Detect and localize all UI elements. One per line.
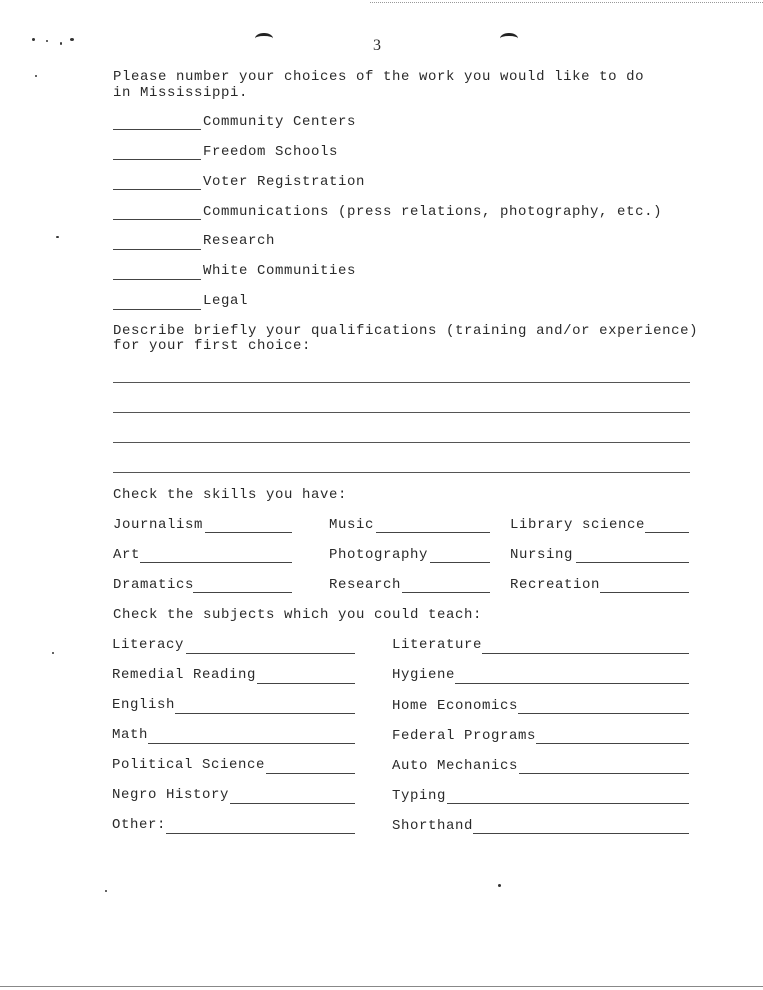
speck bbox=[60, 42, 62, 45]
subject-check-blank[interactable] bbox=[447, 803, 689, 804]
subject-check-blank[interactable] bbox=[473, 833, 689, 834]
subject-label: Auto Mechanics bbox=[392, 758, 519, 774]
subject-check-blank[interactable] bbox=[186, 653, 355, 654]
subject-label: Shorthand bbox=[392, 818, 474, 834]
skill-check-blank[interactable] bbox=[376, 532, 490, 533]
skills-heading: Check the skills you have: bbox=[113, 487, 348, 503]
skill-check-blank[interactable] bbox=[402, 592, 490, 593]
skill-label: Dramatics bbox=[113, 577, 195, 593]
work-choice-label: Community Centers bbox=[203, 114, 357, 130]
skill-check-blank[interactable] bbox=[205, 532, 292, 533]
qualifications-answer-line[interactable] bbox=[113, 472, 690, 473]
subject-check-blank[interactable] bbox=[482, 653, 689, 654]
subject-check-blank[interactable] bbox=[519, 773, 689, 774]
subject-label: Hygiene bbox=[392, 667, 456, 683]
speck bbox=[46, 40, 48, 42]
skill-label: Art bbox=[113, 547, 141, 563]
skill-check-blank[interactable] bbox=[140, 562, 292, 563]
speck bbox=[105, 890, 107, 892]
speck bbox=[52, 652, 54, 654]
skill-check-blank[interactable] bbox=[600, 592, 689, 593]
intro-line-2: in Mississippi. bbox=[113, 85, 249, 101]
subjects-heading: Check the subjects which you could teach: bbox=[113, 607, 483, 623]
subject-check-blank[interactable] bbox=[166, 833, 355, 834]
work-choice-label: Communications (press relations, photography, etc.) bbox=[203, 204, 663, 220]
choice-rank-blank[interactable] bbox=[113, 219, 201, 220]
skill-check-blank[interactable] bbox=[576, 562, 689, 563]
binder-hole-left bbox=[255, 33, 273, 44]
speck bbox=[70, 38, 74, 41]
subject-check-blank[interactable] bbox=[230, 803, 355, 804]
choice-rank-blank[interactable] bbox=[113, 129, 201, 130]
subject-check-blank[interactable] bbox=[175, 713, 355, 714]
subject-check-blank[interactable] bbox=[536, 743, 689, 744]
work-choice-label: Research bbox=[203, 233, 276, 249]
work-choice-label: Voter Registration bbox=[203, 174, 366, 190]
binder-hole-right bbox=[500, 33, 518, 44]
top-edge bbox=[370, 2, 763, 3]
subject-label: Remedial Reading bbox=[112, 667, 257, 683]
qualifications-answer-line[interactable] bbox=[113, 442, 690, 443]
subject-label: Math bbox=[112, 727, 149, 743]
work-choice-label: Freedom Schools bbox=[203, 144, 339, 160]
subject-label: Other: bbox=[112, 817, 167, 833]
subject-check-blank[interactable] bbox=[257, 683, 355, 684]
page-number: 3 bbox=[373, 37, 381, 54]
intro-line-1: Please number your choices of the work you would like to do bbox=[113, 69, 645, 85]
subject-check-blank[interactable] bbox=[266, 773, 355, 774]
skill-label: Photography bbox=[329, 547, 429, 563]
subject-check-blank[interactable] bbox=[518, 713, 689, 714]
subject-label: Typing bbox=[392, 788, 447, 804]
subject-label: Political Science bbox=[112, 757, 266, 773]
skill-check-blank[interactable] bbox=[645, 532, 689, 533]
skill-check-blank[interactable] bbox=[193, 592, 292, 593]
subject-check-blank[interactable] bbox=[455, 683, 689, 684]
subject-check-blank[interactable] bbox=[148, 743, 355, 744]
choice-rank-blank[interactable] bbox=[113, 279, 201, 280]
work-choice-label: Legal bbox=[203, 293, 249, 309]
skill-label: Recreation bbox=[510, 577, 601, 593]
speck bbox=[35, 75, 37, 77]
speck bbox=[32, 38, 35, 41]
qualifications-answer-line[interactable] bbox=[113, 382, 690, 383]
choice-rank-blank[interactable] bbox=[113, 159, 201, 160]
qualifications-line-1: Describe briefly your qualifications (training and/or experience) bbox=[113, 323, 699, 339]
skill-label: Library science bbox=[510, 517, 646, 533]
skill-label: Research bbox=[329, 577, 402, 593]
work-choice-label: White Communities bbox=[203, 263, 357, 279]
skill-label: Nursing bbox=[510, 547, 574, 563]
skill-label: Music bbox=[329, 517, 375, 533]
subject-label: Federal Programs bbox=[392, 728, 537, 744]
choice-rank-blank[interactable] bbox=[113, 309, 201, 310]
skill-check-blank[interactable] bbox=[430, 562, 490, 563]
choice-rank-blank[interactable] bbox=[113, 249, 201, 250]
subject-label: Home Economics bbox=[392, 698, 519, 714]
qualifications-answer-line[interactable] bbox=[113, 412, 690, 413]
skill-label: Journalism bbox=[113, 517, 204, 533]
choice-rank-blank[interactable] bbox=[113, 189, 201, 190]
bottom-edge bbox=[0, 986, 763, 987]
subject-label: Literature bbox=[392, 637, 483, 653]
qualifications-line-2: for your first choice: bbox=[113, 338, 312, 354]
subject-label: English bbox=[112, 697, 176, 713]
speck bbox=[56, 236, 59, 238]
speck bbox=[498, 884, 501, 887]
subject-label: Literacy bbox=[112, 637, 185, 653]
subject-label: Negro History bbox=[112, 787, 230, 803]
